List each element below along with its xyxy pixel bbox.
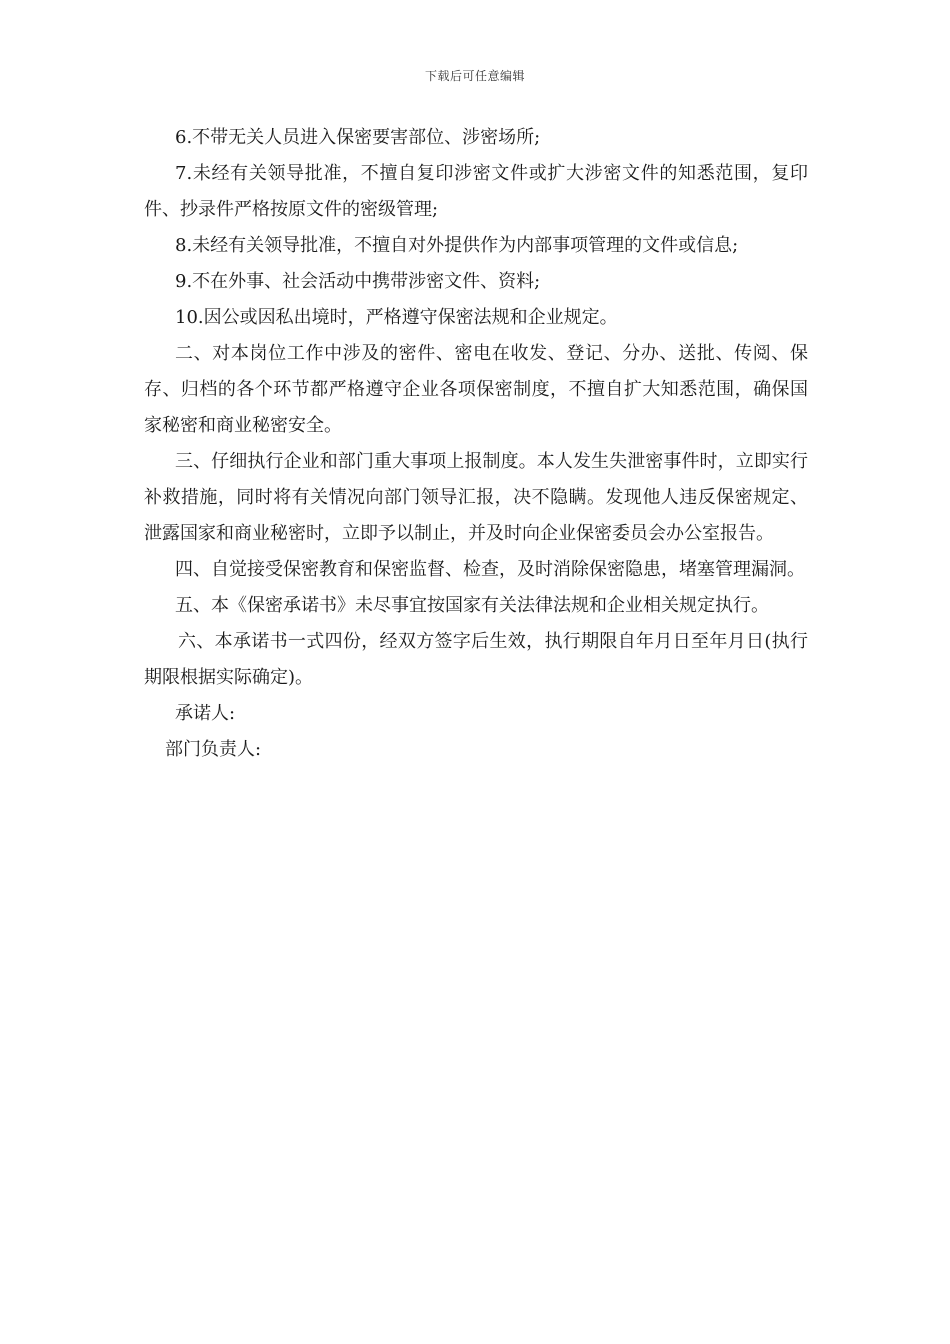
clause-8: 8.未经有关领导批准，不擅自对外提供作为内部事项管理的文件或信息; bbox=[175, 235, 739, 256]
section-6: 六、本承诺书一式四份，经双方签字后生效，执行期限自年月日至年月日(执行期限根据实际确定)。 bbox=[144, 631, 808, 688]
dept-head-signature-label: 部门负责人: bbox=[165, 739, 262, 760]
section-2: 二、对本岗位工作中涉及的密件、密电在收发、登记、分办、送批、传阅、保存、归档的各个环节都严格遵守企业各项保密制度，不擅自扩大知悉范围，确保国家秘密和商业秘密安全。 bbox=[144, 343, 808, 436]
promisor-signature-label: 承诺人: bbox=[175, 703, 236, 724]
clause-10: 10.因公或因私出境时，严格遵守保密法规和企业规定。 bbox=[175, 307, 618, 328]
clause-6: 6.不带无关人员进入保密要害部位、涉密场所; bbox=[175, 127, 541, 148]
clause-7: 7.未经有关领导批准，不擅自复印涉密文件或扩大涉密文件的知悉范围，复印件、抄录件严格按原文件的密级管理; bbox=[144, 163, 808, 220]
clause-9: 9.不在外事、社会活动中携带涉密文件、资料; bbox=[175, 271, 541, 292]
page-header-note: 下载后可任意编辑 bbox=[424, 69, 525, 83]
section-5: 五、本《保密承诺书》未尽事宜按国家有关法律法规和企业相关规定执行。 bbox=[175, 595, 769, 616]
section-3: 三、仔细执行企业和部门重大事项上报制度。本人发生失泄密事件时，立即实行补救措施，同时将有关情况向部门领导汇报，决不隐瞒。发现他人违反保密规定、泄露国家和商业秘密时，立即予以制止，并及时向企业保密委员会办公室报告。 bbox=[144, 451, 808, 544]
document-body bbox=[144, 120, 808, 768]
section-4: 四、自觉接受保密教育和保密监督、检查，及时消除保密隐患，堵塞管理漏洞。 bbox=[175, 559, 805, 580]
